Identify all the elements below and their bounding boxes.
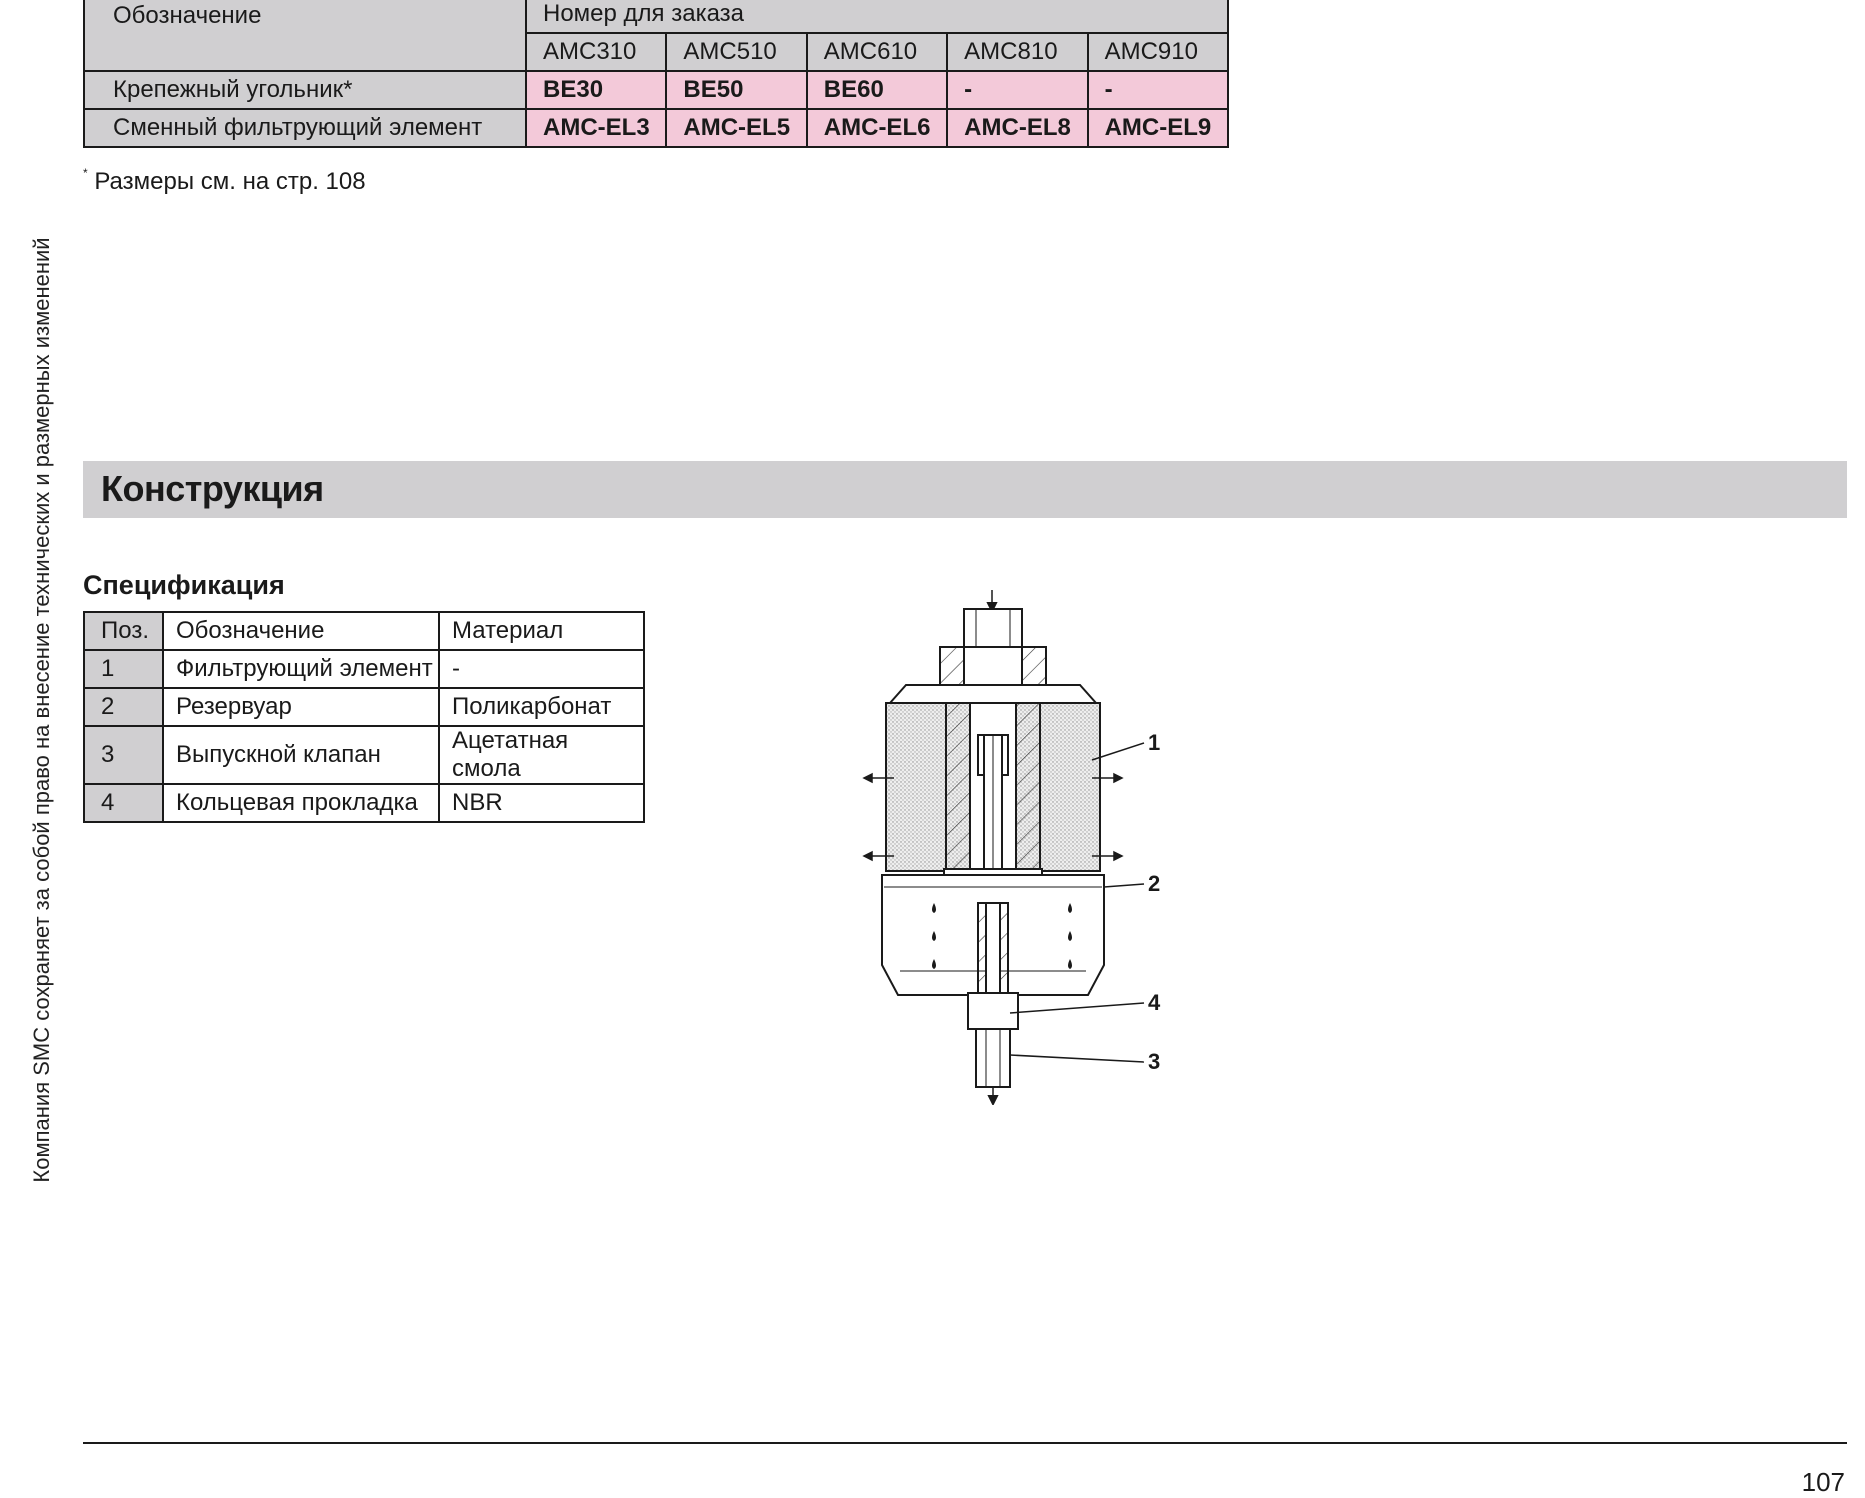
- table-row: [84, 71, 1228, 109]
- order-label-header: Обозначение: [84, 0, 526, 71]
- footnote: [83, 168, 366, 196]
- section-title: Конструкция: [101, 468, 324, 509]
- table-row: [84, 688, 644, 726]
- spec-table: [83, 611, 645, 823]
- spec-name: Фильтрующий элемент: [163, 650, 439, 688]
- table-row: [84, 726, 644, 784]
- table-cell: AMC-EL6: [807, 109, 947, 147]
- spec-material: NBR: [439, 784, 644, 822]
- spec-name: Выпускной клапан: [163, 726, 439, 784]
- table-cell: AMC-EL8: [947, 109, 1087, 147]
- spec-title: Спецификация: [83, 570, 285, 600]
- spec-pos: 2: [84, 688, 163, 726]
- spec-header: Обозначение: [163, 612, 439, 650]
- order-group-header: Номер для заказа: [526, 0, 1228, 33]
- model-header: AMC510: [666, 33, 806, 71]
- page-number: 107: [1801, 1467, 1845, 1497]
- diagram-label: 3: [1148, 1049, 1161, 1074]
- model-header: AMC910: [1088, 33, 1228, 71]
- spec-material: Ацетатная смола: [439, 726, 644, 784]
- row-label: Крепежный угольник*: [84, 71, 526, 109]
- table-cell: AMC-EL3: [526, 109, 666, 147]
- row-label: Сменный фильтрующий элемент: [84, 109, 526, 147]
- table-cell: BE30: [526, 71, 666, 109]
- section-header: [83, 461, 1847, 518]
- spec-material: -: [439, 650, 644, 688]
- diagram-label: 4: [1148, 990, 1161, 1015]
- model-header: AMC610: [807, 33, 947, 71]
- spec-header: Материал: [439, 612, 644, 650]
- spec-pos: 1: [84, 650, 163, 688]
- table-cell: AMC-EL9: [1088, 109, 1228, 147]
- spec-pos: 3: [84, 726, 163, 784]
- table-row: [84, 784, 644, 822]
- footnote-text: Размеры см. на стр. 108: [94, 168, 366, 195]
- table-cell: -: [1088, 71, 1228, 109]
- order-table: [83, 0, 1229, 148]
- footer-rule: [83, 1442, 1847, 1444]
- model-header: AMC810: [947, 33, 1087, 71]
- table-row: [84, 0, 1228, 33]
- side-note: Компания SMC сохраняет за собой право на внесение технических и размерных изменений: [29, 237, 54, 1183]
- spec-name: Кольцевая прокладка: [163, 784, 439, 822]
- cross-section-diagram: [860, 585, 1180, 1105]
- spec-pos: 4: [84, 784, 163, 822]
- table-row: [84, 650, 644, 688]
- spec-name: Резервуар: [163, 688, 439, 726]
- table-cell: -: [947, 71, 1087, 109]
- table-row: [84, 612, 644, 650]
- spec-header: Поз.: [84, 612, 163, 650]
- model-header: AMC310: [526, 33, 666, 71]
- table-cell: BE60: [807, 71, 947, 109]
- diagram-label: 1: [1148, 730, 1161, 755]
- table-row: [84, 109, 1228, 147]
- table-cell: BE50: [666, 71, 806, 109]
- table-cell: AMC-EL5: [666, 109, 806, 147]
- footnote-mark: *: [83, 166, 88, 180]
- spec-material: Поликарбонат: [439, 688, 644, 726]
- diagram-label: 2: [1148, 871, 1161, 896]
